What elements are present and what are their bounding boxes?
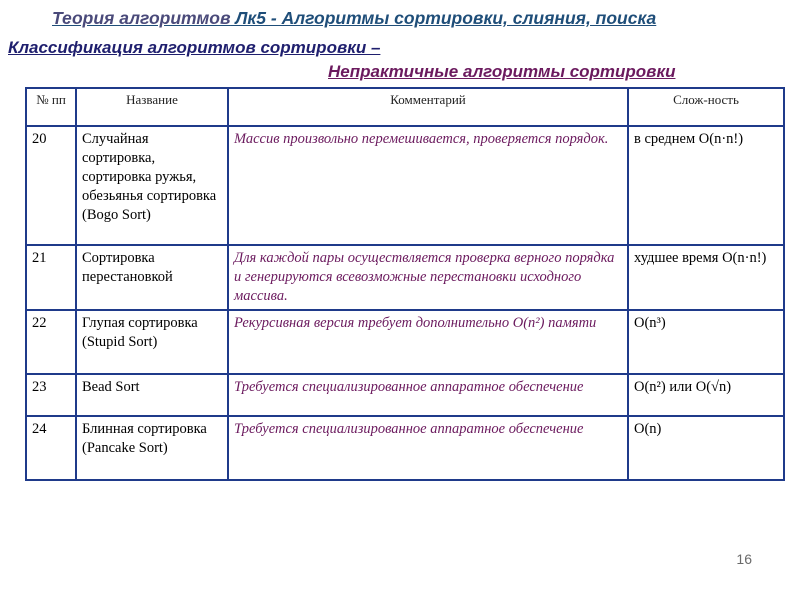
- header-name: Название: [76, 88, 228, 126]
- header-num: № пп: [26, 88, 76, 126]
- row-num: 21: [26, 245, 76, 310]
- row-name: Случайная сортировка, сортировка ружья, обезьянья сортировка (Bogo Sort): [76, 126, 228, 245]
- row-num: 20: [26, 126, 76, 245]
- row-comment: Рекурсивная версия требует дополнительно O(n²) памяти: [228, 310, 628, 374]
- title-prefix: Теория алгоритмов: [52, 8, 231, 28]
- row-name: Глупая сортировка (Stupid Sort): [76, 310, 228, 374]
- table-row: [26, 310, 784, 374]
- row-complexity: O(n³): [628, 310, 784, 374]
- row-comment: Для каждой пары осуществляется проверка верного порядка и генерируются всевозможные перестановки исходного массива.: [228, 245, 628, 310]
- row-num: 24: [26, 416, 76, 480]
- page-number: 16: [736, 551, 752, 567]
- row-comment: Массив произвольно перемешивается, проверяется порядок.: [228, 126, 628, 245]
- row-complexity: O(n): [628, 416, 784, 480]
- header-comment: Комментарий: [228, 88, 628, 126]
- row-complexity: O(n²) или O(√n): [628, 374, 784, 416]
- table-row: [26, 416, 784, 480]
- table-row: [26, 245, 784, 310]
- section-title: Непрактичные алгоритмы сортировки: [328, 62, 676, 81]
- row-complexity: в среднем O(n·n!): [628, 126, 784, 245]
- table-header-row: [26, 88, 784, 126]
- row-name: Блинная сортировка (Pancake Sort): [76, 416, 228, 480]
- header-complexity: Слож-ность: [628, 88, 784, 126]
- table-row: [26, 126, 784, 245]
- row-comment: Требуется специализированное аппаратное обеспечение: [228, 416, 628, 480]
- row-name: Сортировка перестановкой: [76, 245, 228, 310]
- slide-title: [52, 8, 656, 29]
- sorting-table: [25, 87, 785, 481]
- slide-subtitle: Классификация алгоритмов сортировки –: [8, 38, 381, 57]
- row-num: 22: [26, 310, 76, 374]
- table-row: [26, 374, 784, 416]
- row-num: 23: [26, 374, 76, 416]
- row-comment: Требуется специализированное аппаратное обеспечение: [228, 374, 628, 416]
- row-name: Bead Sort: [76, 374, 228, 416]
- title-main: Лк5 - Алгоритмы сортировки, слияния, поиска: [230, 8, 657, 28]
- row-complexity: худшее время O(n·n!): [628, 245, 784, 310]
